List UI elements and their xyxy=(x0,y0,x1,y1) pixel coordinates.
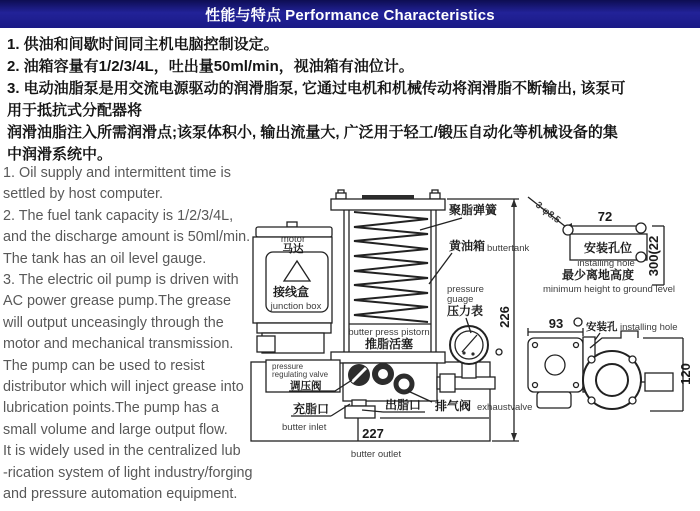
tank-label-zh: 黄油箱 xyxy=(449,239,486,253)
feature-line: 3. The electric oil pump is driven with xyxy=(3,272,239,289)
mounting-hole-detail xyxy=(528,197,675,295)
english-feature-list xyxy=(3,163,255,506)
feature-line: distributor which will inject grease into xyxy=(3,379,244,396)
gauge-label-en2: guage xyxy=(447,294,474,305)
feature-line: 1. Oil supply and intermittent time is xyxy=(3,165,231,181)
feature-line: It is widely used in the centralized lub xyxy=(3,443,241,460)
gauge-label-zh: 压力表 xyxy=(447,304,484,318)
piston-label-zh: 推脂活塞 xyxy=(364,337,414,351)
motor-label-zh: 马达 xyxy=(282,243,304,255)
section-title xyxy=(205,4,495,25)
feature-line: settled by host computer. xyxy=(3,186,163,203)
feature-line: 润滑油脂注入所需润滑点;该泵体积小, 输出流量大, 广泛用于轻工/锻压自动化等机械设备的集 xyxy=(7,124,618,141)
dim-120-label: 120 xyxy=(678,363,693,385)
feature-line: The tank has an oil level gauge. xyxy=(3,250,207,267)
section-title-en: Performance Characteristics xyxy=(285,6,495,24)
feature-line: 中润滑系统中。 xyxy=(7,146,113,163)
holes-spec-label: 3-φ8.5 xyxy=(533,199,563,226)
feature-line: -rication system of light industry/forging xyxy=(3,464,253,481)
dim-72-label: 72 xyxy=(597,209,613,224)
dim-227-label: 227 xyxy=(362,426,384,441)
install-hole2-label-en: installing hole xyxy=(620,322,678,333)
junction-box-label-en: junction box xyxy=(270,301,322,312)
exhaust-valve xyxy=(396,376,412,392)
exhaust-label-en: exhaustvalve xyxy=(477,402,533,413)
tank-label-en: buttertank xyxy=(487,243,530,254)
feature-line: and the discharge amount is 50ml/min. xyxy=(3,229,251,246)
junction-box-label-zh: 接线盒 xyxy=(272,285,310,299)
section-title-zh: 性能与特点 xyxy=(205,6,282,24)
dim-93-label: 93 xyxy=(548,316,564,331)
grease-spring xyxy=(354,212,428,322)
feature-line: 2. The fuel tank capacity is 1/2/3/4L, xyxy=(3,207,234,224)
prv-label-en2: regulating valve xyxy=(272,370,329,379)
inlet-label-en: butter inlet xyxy=(282,422,327,433)
feature-line: small volume and large output flow. xyxy=(3,421,228,438)
install-hole-label-en: installing hole xyxy=(577,258,635,269)
exhaust-label-zh: 排气阀 xyxy=(435,399,472,413)
inlet-valve xyxy=(375,366,391,382)
outlet-label-en: butter outlet xyxy=(350,449,402,460)
feature-line: 1. 供油和间歇时间同主机电脑控制设定。 xyxy=(7,36,279,53)
outlet-port-label-zh: 出脂口 xyxy=(385,398,422,412)
motor-assembly xyxy=(253,222,332,353)
spring-label-zh: 聚脂弹簧 xyxy=(449,203,498,217)
dim-226-label: 226 xyxy=(497,306,512,328)
feature-line: 2. 油箱容量有1/2/3/4L，吐出量50ml/min，视油箱有油位计。 xyxy=(7,58,414,75)
install-pos-label-zh: 安装孔位 xyxy=(583,241,633,255)
feature-line: and pressure automation equipment. xyxy=(3,486,238,503)
top-view xyxy=(528,316,693,411)
feature-line: AC power grease pump.The grease xyxy=(3,293,231,310)
feature-line: 3. 电动油脂泵是用交流电源驱动的润滑脂泵, 它通过电机和机械传动将润滑脂不断输出, 该泵可 xyxy=(7,80,626,97)
feature-line: motor and mechanical transmission. xyxy=(3,336,234,353)
grease-tank xyxy=(331,190,445,363)
dim-300-label: 300(22 xyxy=(646,235,661,277)
install-hole2-label-zh: 安装孔 xyxy=(586,321,618,333)
feature-line: lubrication points.The pump has a xyxy=(3,400,219,417)
min-height-label-en: minimum height to ground level xyxy=(542,284,676,295)
piston-label-en: butter press pistorn xyxy=(348,327,430,338)
feature-line: The pump can be used to resist xyxy=(3,357,205,374)
inlet-label-zh: 充脂口 xyxy=(293,402,330,416)
chinese-feature-list xyxy=(7,34,697,166)
gauge-label-en1: pressure xyxy=(447,284,484,295)
butter-inlet-fitting xyxy=(345,406,375,418)
section-header xyxy=(0,0,700,28)
prv-label-en1: pressure xyxy=(272,362,304,371)
motor-label-en: motor xyxy=(280,234,306,245)
feature-line: 用于抵抗式分配器将 xyxy=(7,102,143,119)
feature-line: will output unceasingly through the xyxy=(3,314,224,331)
prv-label-zh: 调压阀 xyxy=(290,380,322,392)
pump-technical-diagram xyxy=(248,156,700,511)
min-height-label-zh: 最少离地高度 xyxy=(561,268,635,282)
